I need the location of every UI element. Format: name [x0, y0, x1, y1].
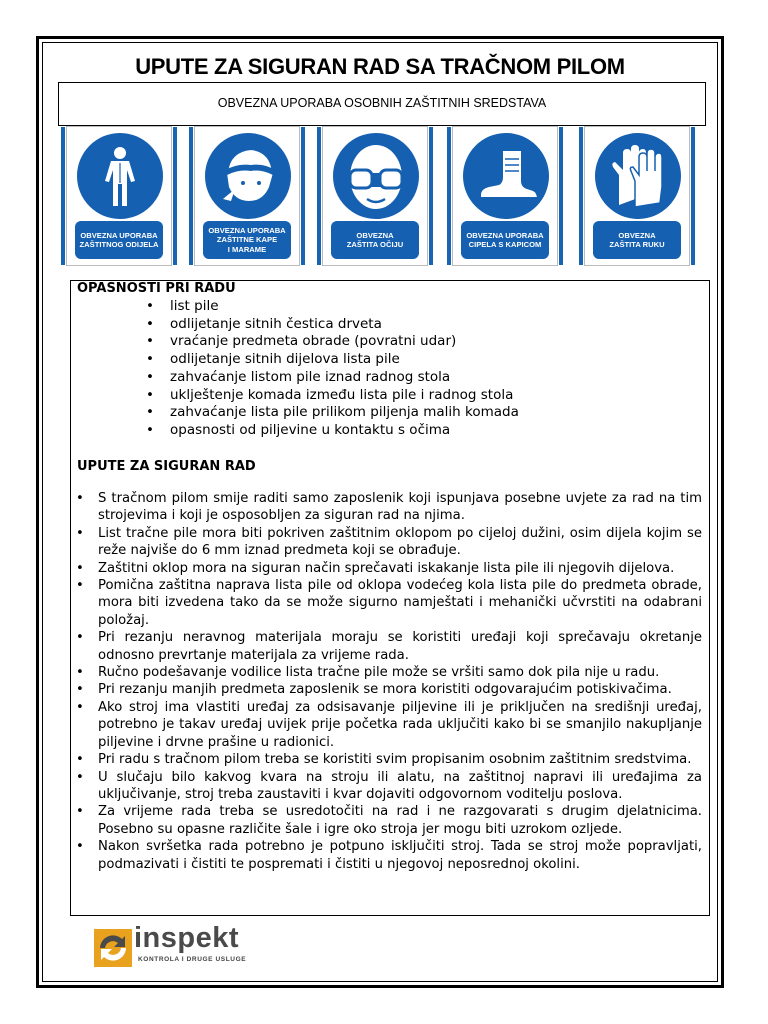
list-item: • Za vrijeme rada treba se usredotočiti na rad i ne razgovarati s drugim djelatnicima. Posebno su opasne različite šale i igre oko stroja jer mogu biti uzrokom ozljede.: [76, 803, 702, 838]
page-title: UPUTE ZA SIGURAN RAD SA TRAČNOM PILOM: [135, 54, 625, 79]
list-item: • Pri rezanju neravnog materijala moraju se koristiti uređaji koji sprečavaju okretanje odnosno prevrtanje materijala za vrijeme rada.: [76, 629, 702, 664]
cap-and-scarf-icon: [205, 133, 291, 219]
rules-heading: UPUTE ZA SIGURAN RAD: [77, 459, 256, 474]
list-item: • Pri rezanju manjih predmeta zaposlenik se mora koristiti odgovarajućim potiskivačima.: [76, 681, 702, 698]
sign-eye-protection: [322, 126, 428, 266]
list-item: • list pile: [146, 298, 519, 316]
list-item: • Pomična zaštitna naprava lista pile od oklopa vodećeg kola lista pile do predmeta obrade, mora biti izvedena tako da se može sigurno namještati i mehanički učvrstiti na odabrani položaj.: [76, 577, 702, 629]
list-item: • S tračnom pilom smije raditi samo zaposlenik koji ispunjava posebne uvjete za rad na tim strojevima i koji je osposobljen za siguran rad na njima.: [76, 490, 702, 525]
hazards-list: [146, 298, 519, 440]
list-item: • odlijetanje sitnih čestica drveta: [146, 316, 519, 334]
sign-safety-shoes: [452, 126, 558, 266]
sign-hand-protection: [584, 126, 690, 266]
inspekt-logo-mark-icon: [94, 929, 132, 967]
list-item: • List tračne pile mora biti pokriven zaštitnim oklopom po cijeloj dužini, osim dijela kojim se reže najviše do 6 mm iznad predmeta koji se obrađuje.: [76, 525, 702, 560]
list-item: • Nakon svršetka rada potrebno je potpuno isključiti stroj. Tada se stroj može popravljati, podmazivati i čistiti te pospremati i čistiti u njegovoj neposrednoj okolini.: [76, 838, 702, 873]
sign-cap-scarf: [194, 126, 300, 266]
protective-suit-icon: [77, 133, 163, 219]
list-item: • Ako stroj ima vlastiti uređaj za odsisavanje piljevine ili je priključen na središnji uređaj, potrebno je takav uređaj uvijek prije početka rada uključiti kako bi se smanjilo nakupljanje piljevine i drvne prašine u radionici.: [76, 699, 702, 751]
inspekt-logo: [94, 922, 247, 970]
list-item: • uklještenje komada između lista pile i radnog stola: [146, 387, 519, 405]
ppe-subtitle: OBVEZNA UPORABA OSOBNIH ZAŠTITNIH SREDSTAVA: [58, 82, 706, 126]
list-item: • U slučaju bilo kakvog kvara na stroju ili alatu, na zaštitnoj napravi ili uređajima za uključivanje, stroj treba zaustaviti i kvar dojaviti odgovornom voditelju poslova.: [76, 769, 702, 804]
sign-label-suit: OBVEZNA UPORABA ZAŠTITNOG ODIJELA: [75, 221, 163, 259]
logo-tagline: KONTROLA I DRUGE USLUGE: [138, 956, 247, 963]
list-item: • Zaštitni oklop mora na siguran način sprečavati iskakanje lista pile ili njegovih dijelova.: [76, 560, 702, 577]
list-item: • Pri radu s tračnom pilom treba se koristiti svim propisanim osobnim zaštitnim sredstvima.: [76, 751, 702, 768]
sign-protective-suit: [66, 126, 172, 266]
list-item: • odlijetanje sitnih dijelova lista pile: [146, 351, 519, 369]
sign-label-eyes: OBVEZNA ZAŠTITA OČIJU: [331, 221, 419, 259]
logo-wordmark: inspekt: [134, 922, 240, 954]
list-item: • opasnosti od piljevine u kontaktu s očima: [146, 422, 519, 440]
list-item: • vraćanje predmeta obrade (povratni udar): [146, 333, 519, 351]
gloves-icon: [595, 133, 681, 219]
list-item: • Ručno podešavanje vodilice lista tračne pile može se vršiti samo dok pila nije u radu.: [76, 664, 702, 681]
sign-label-cap: OBVEZNA UPORABA ZAŠTITNE KAPE I MARAME: [203, 221, 291, 259]
sign-label-shoes: OBVEZNA UPORABA CIPELA S KAPICOM: [461, 221, 549, 259]
rules-list: [76, 490, 702, 873]
list-item: • zahvaćanje lista pile prilikom piljenja malih komada: [146, 404, 519, 422]
safety-boot-icon: [463, 133, 549, 219]
ppe-signs-row: [58, 126, 706, 268]
list-item: • zahvaćanje listom pile iznad radnog stola: [146, 369, 519, 387]
sign-label-hands: OBVEZNA ZAŠTITA RUKU: [593, 221, 681, 259]
hazards-heading: OPASNOSTI PRI RADU: [77, 281, 236, 296]
safety-goggles-icon: [333, 133, 419, 219]
